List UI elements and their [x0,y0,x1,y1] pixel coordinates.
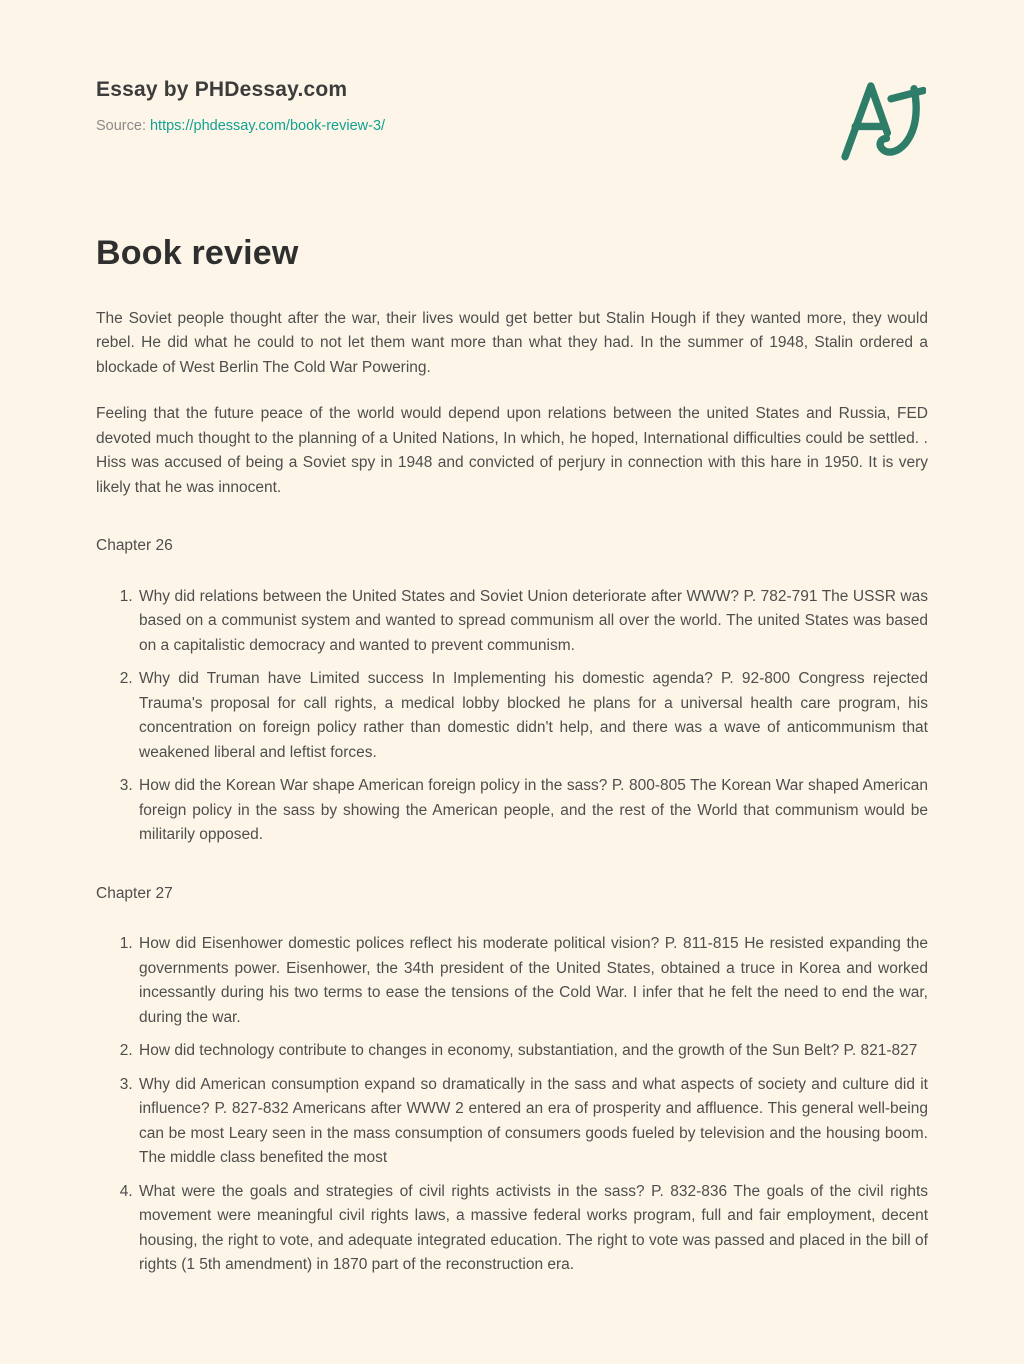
page-header [96,78,928,166]
list-item: 3. Why did American consumption expand so dramatically in the sass and what aspects of society and culture did it influence? P. 827-832 Americans after WWW 2 entered an era of prosperity and affluence. This general well-being can be most Leary seen in the mass consumption of consumers goods fueled by television and the housing boom. The middle class benefited the most [137,1073,928,1171]
essay-paragraph: The Soviet people thought after the war, their lives would get better but Stalin Hough if they wanted more, they would rebel. He did what he could to not let them want more than what they had. In the summer of 1948, Stalin ordered a blockade of West Berlin The Cold War Powering. [96,310,928,376]
list-item: 2. How did technology contribute to changes in economy, substantiation, and the growth of the Sun Belt? P. 821-827 [137,1039,928,1063]
essay-title: Book review [96,234,299,272]
phdessay-logo-icon [834,74,926,166]
source-link[interactable]: https://phdessay.com/book-review-3/ [149,118,386,134]
list-item: 4. What were the goals and strategies of civil rights activists in the sass? P. 832-836 The goals of the civil rights movement were meaningful civil rights laws, a massive federal works program, full and fair employment, decent housing, the right to vote, and adequate integrated education. The right to vote was passed and placed in the bill of rights (1 5th amendment) in 1870 part of the reconstruction era. [137,1180,928,1278]
chapter-27-question-list [96,932,928,1277]
list-item: 2. Why did Truman have Limited success In Implementing his domestic agenda? P. 92-800 Congress rejected Trauma's proposal for call rights, a medical lobby blocked he plans for a universal health care program, his concentration on foreign policy rather than domestic didn't help, and there was a wave of anticommunism that weakened liberal and leftist forces. [137,667,928,765]
list-item: 1. How did Eisenhower domestic polices reflect his moderate political vision? P. 811-815 He resisted expanding the governments power. Eisenhower, the 34th president of the United States, obtained a truce in Korea and worked incessantly during his two terms to ease the tensions of the Cold War. I infer that he felt the need to end the war, during the war. [137,932,928,1030]
site-header-title: Essay by PHDessay.com [96,78,348,101]
list-item: 1. Why did relations between the United States and Soviet Union deteriorate after WWW? P. 782-791 The USSR was based on a communist system and wanted to spread communism all over the world. The united States was based on a capitalistic democracy and wanted to prevent communism. [137,585,928,658]
header-text-block [96,78,385,134]
list-item: 3. How did the Korean War shape American foreign policy in the sass? P. 800-805 The Korean War shaped American foreign policy in the sass by showing the American people, and the rest of the World that communism would be militarily opposed. [137,774,928,847]
essay-paragraph: Feeling that the future peace of the world would depend upon relations between the united States and Russia, FED devoted much thought to the planning of a United Nations, In which, he hoped, International difficulties could be settled. . Hiss was accused of being a Soviet spy in 1948 and convicted of perjury in connection with this hare in 1950. It is very likely that he was innocent. [96,405,928,496]
chapter-26-question-list [96,585,928,848]
chapter-26-heading: Chapter 26 [96,537,173,555]
source-line [96,118,385,134]
chapter-27-heading: Chapter 27 [96,884,173,902]
source-label: Source: [96,118,146,134]
essay-body [96,234,928,1278]
